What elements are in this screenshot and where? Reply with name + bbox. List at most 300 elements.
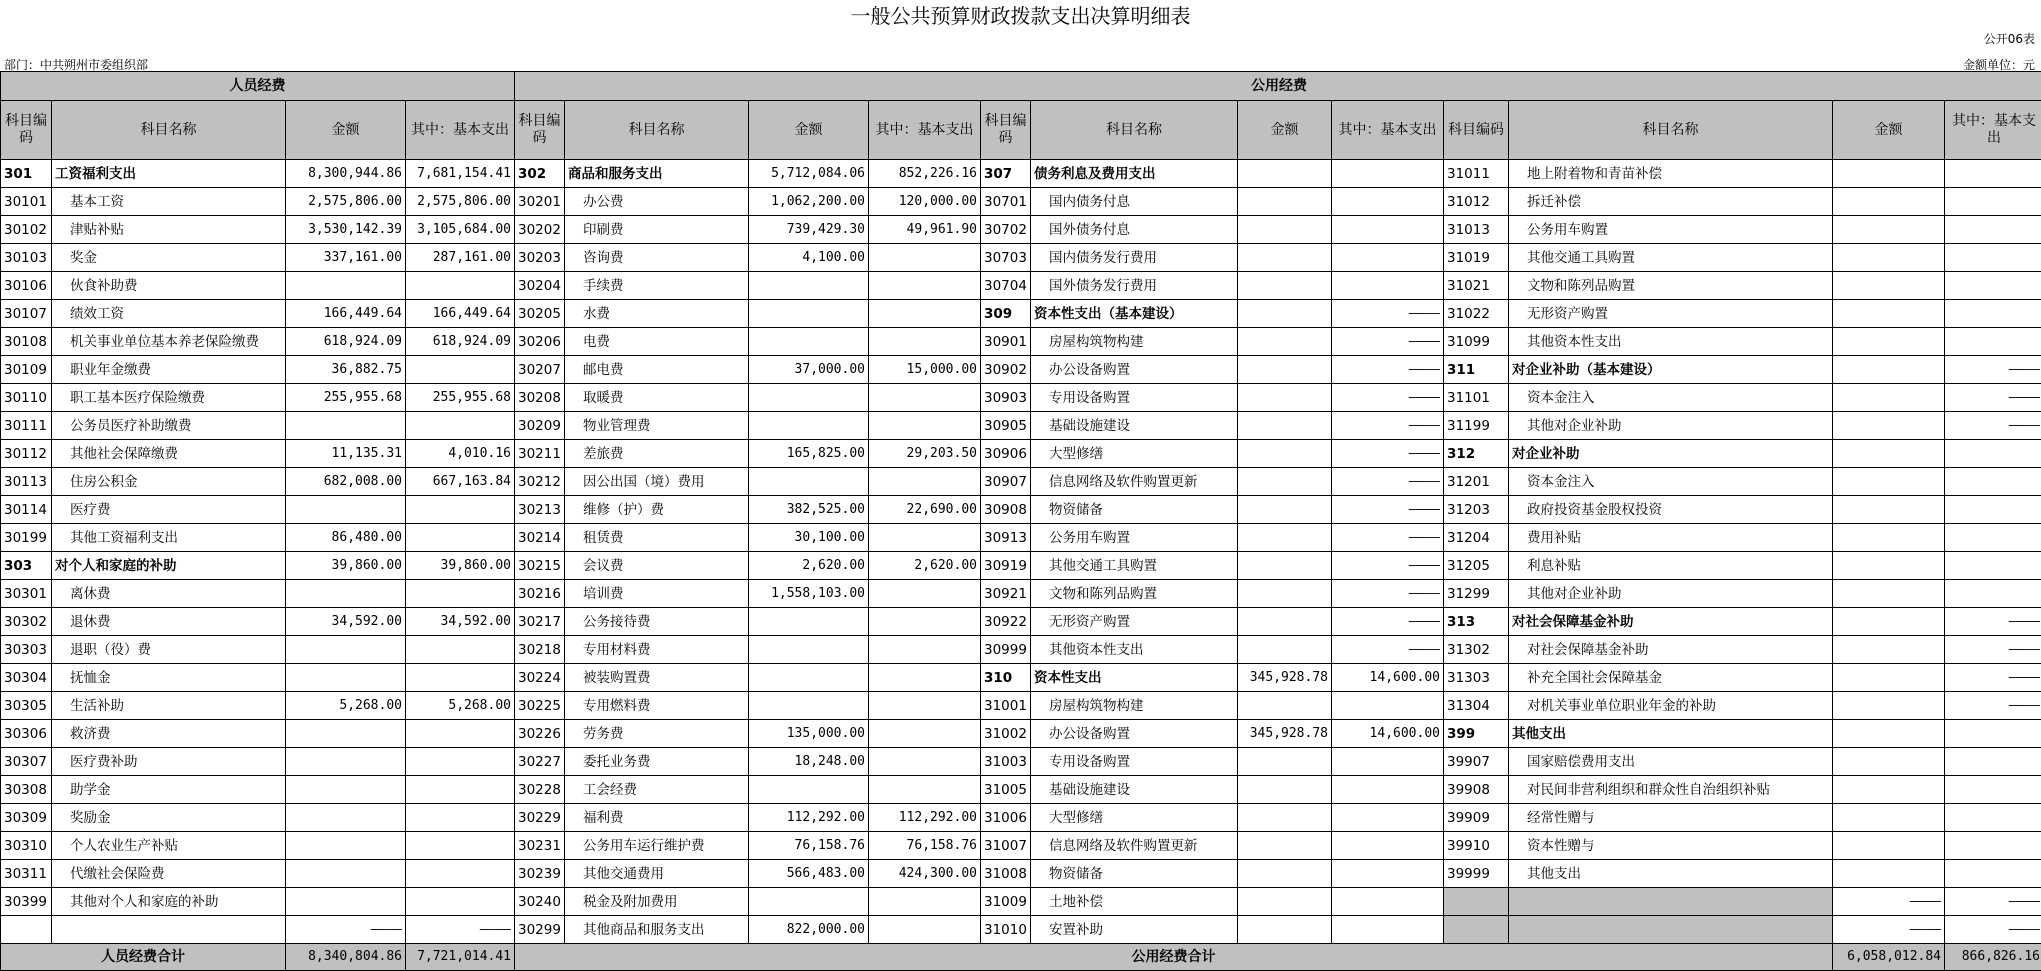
subject-code: 30217 (515, 608, 565, 636)
personnel-total-amount: 8,340,804.86 (286, 944, 406, 971)
subject-code: 30204 (515, 272, 565, 300)
subject-name: 公务用车运行维护费 (565, 832, 749, 860)
subject-name: 利息补贴 (1509, 552, 1833, 580)
amount-cell: 345,928.78 (1238, 720, 1332, 748)
basic-amount-cell (406, 272, 515, 300)
subject-code: 31005 (981, 776, 1031, 804)
subject-code: 31101 (1444, 384, 1509, 412)
basic-amount-cell (406, 580, 515, 608)
subject-code: 31021 (1444, 272, 1509, 300)
basic-amount-cell (406, 664, 515, 692)
subject-name: 国家赔偿费用支出 (1509, 748, 1833, 776)
table-row (1, 608, 2041, 636)
amount-cell (1238, 888, 1332, 916)
amount-cell (1833, 468, 1945, 496)
subject-code: 31011 (1444, 160, 1509, 188)
subject-code: 30399 (1, 888, 52, 916)
subject-name: 租赁费 (565, 524, 749, 552)
subject-name: 其他资本性支出 (1031, 636, 1238, 664)
basic-amount-cell (406, 524, 515, 552)
table-row (1, 384, 2041, 412)
subject-name: 办公设备购置 (1031, 356, 1238, 384)
amount-cell (749, 412, 869, 440)
basic-amount-cell (869, 412, 981, 440)
unit-label: 金额单位：元 (1963, 56, 2035, 73)
basic-amount-cell (869, 300, 981, 328)
subject-name: 其他对企业补助 (1509, 580, 1833, 608)
basic-amount-cell: 29,203.50 (869, 440, 981, 468)
subject-code: 30303 (1, 636, 52, 664)
subject-code (1444, 916, 1509, 944)
table-row (1, 888, 2041, 916)
table-row (1, 188, 2041, 216)
table-row (1, 440, 2041, 468)
amount-cell (1238, 328, 1332, 356)
basic-amount-cell (869, 580, 981, 608)
subject-name: 助学金 (52, 776, 286, 804)
basic-amount-cell (1945, 860, 2041, 888)
group-header-row (1, 72, 2041, 101)
basic-amount-cell (1945, 804, 2041, 832)
subject-name: 个人农业生产补贴 (52, 832, 286, 860)
table-row (1, 356, 2041, 384)
basic-amount-cell (1945, 468, 2041, 496)
group-personnel: 人员经费 (1, 72, 515, 101)
amount-cell (1833, 524, 1945, 552)
basic-amount-cell: ———— (1945, 692, 2041, 720)
amount-cell (749, 636, 869, 664)
subject-name: 职工基本医疗保险缴费 (52, 384, 286, 412)
amount-cell (1833, 300, 1945, 328)
subject-code: 30308 (1, 776, 52, 804)
subject-name: 取暖费 (565, 384, 749, 412)
subject-name: 差旅费 (565, 440, 749, 468)
amount-cell (1238, 440, 1332, 468)
amount-cell (1238, 188, 1332, 216)
subject-name: 国内债务付息 (1031, 188, 1238, 216)
basic-amount-cell (869, 888, 981, 916)
basic-amount-cell (869, 272, 981, 300)
subject-code: 313 (1444, 608, 1509, 636)
amount-cell (749, 384, 869, 412)
subject-code: 39907 (1444, 748, 1509, 776)
subject-name: 住房公积金 (52, 468, 286, 496)
subject-name: 债务利息及费用支出 (1031, 160, 1238, 188)
subject-code: 30231 (515, 832, 565, 860)
subject-name: 工资福利支出 (52, 160, 286, 188)
subject-name: 工会经费 (565, 776, 749, 804)
subject-name: 代缴社会保险费 (52, 860, 286, 888)
subject-code (1444, 888, 1509, 916)
subject-code: 30208 (515, 384, 565, 412)
subject-name: 对个人和家庭的补助 (52, 552, 286, 580)
subject-name: 无形资产购置 (1031, 608, 1238, 636)
subject-name: 费用补贴 (1509, 524, 1833, 552)
basic-amount-cell: 2,575,806.00 (406, 188, 515, 216)
amount-cell: 682,008.00 (286, 468, 406, 496)
department-label: 部门：中共朔州市委组织部 (4, 56, 148, 73)
subject-code: 30107 (1, 300, 52, 328)
amount-cell (1238, 244, 1332, 272)
amount-cell (749, 664, 869, 692)
subject-name: 房屋构筑物构建 (1031, 692, 1238, 720)
subject-code: 30301 (1, 580, 52, 608)
subject-code: 30228 (515, 776, 565, 804)
subject-code: 30108 (1, 328, 52, 356)
basic-amount-cell: 7,681,154.41 (406, 160, 515, 188)
subject-code: 39910 (1444, 832, 1509, 860)
amount-cell: 4,100.00 (749, 244, 869, 272)
subject-name: 培训费 (565, 580, 749, 608)
subject-code: 31012 (1444, 188, 1509, 216)
amount-cell (1238, 804, 1332, 832)
basic-amount-cell (1945, 272, 2041, 300)
subject-code: 30305 (1, 692, 52, 720)
basic-amount-cell: ———— (1332, 384, 1444, 412)
basic-amount-cell: 34,592.00 (406, 608, 515, 636)
subject-code: 30202 (515, 216, 565, 244)
subject-name: 专用设备购置 (1031, 748, 1238, 776)
subject-code: 30921 (981, 580, 1031, 608)
subject-code: 39909 (1444, 804, 1509, 832)
subject-name: 资本性支出 (1031, 664, 1238, 692)
amount-cell: 345,928.78 (1238, 664, 1332, 692)
basic-amount-cell (1945, 300, 2041, 328)
col-name: 科目名称 (1031, 101, 1238, 160)
amount-cell (1833, 748, 1945, 776)
subject-code: 399 (1444, 720, 1509, 748)
amount-cell: 135,000.00 (749, 720, 869, 748)
amount-cell (1833, 664, 1945, 692)
page-title: 一般公共预算财政拨款支出决算明细表 (0, 2, 2041, 30)
subject-name: 地上附着物和青苗补偿 (1509, 160, 1833, 188)
subject-code: 30229 (515, 804, 565, 832)
basic-amount-cell (406, 412, 515, 440)
basic-amount-cell (1332, 748, 1444, 776)
amount-cell: 36,882.75 (286, 356, 406, 384)
personnel-total-label: 人员经费合计 (1, 944, 286, 971)
subject-name: 国内债务发行费用 (1031, 244, 1238, 272)
subject-code: 30207 (515, 356, 565, 384)
subject-code: 30903 (981, 384, 1031, 412)
amount-cell: 566,483.00 (749, 860, 869, 888)
subject-code: 30310 (1, 832, 52, 860)
amount-cell: 1,558,103.00 (749, 580, 869, 608)
basic-amount-cell: ———— (1332, 412, 1444, 440)
amount-cell (749, 468, 869, 496)
subject-name: 公务用车购置 (1031, 524, 1238, 552)
amount-cell: 166,449.64 (286, 300, 406, 328)
subject-code: 30905 (981, 412, 1031, 440)
subject-name: 劳务费 (565, 720, 749, 748)
public-total-label: 公用经费合计 (515, 944, 1833, 971)
amount-cell (1833, 692, 1945, 720)
subject-name: 对机关事业单位职业年金的补助 (1509, 692, 1833, 720)
subject-code: 30307 (1, 748, 52, 776)
amount-cell (1833, 720, 1945, 748)
subject-name: 会议费 (565, 552, 749, 580)
basic-amount-cell (1945, 552, 2041, 580)
subject-code: 30213 (515, 496, 565, 524)
subject-code: 31009 (981, 888, 1031, 916)
subject-name: 其他资本性支出 (1509, 328, 1833, 356)
subject-name: 职业年金缴费 (52, 356, 286, 384)
amount-cell: 618,924.09 (286, 328, 406, 356)
basic-amount-cell: 852,226.16 (869, 160, 981, 188)
table-row (1, 692, 2041, 720)
group-public: 公用经费 (515, 72, 2041, 101)
amount-cell (286, 664, 406, 692)
amount-cell (1833, 776, 1945, 804)
subject-code: 30112 (1, 440, 52, 468)
amount-cell (1833, 496, 1945, 524)
col-basic: 其中：基本支出 (1945, 101, 2041, 160)
basic-amount-cell: ———— (1332, 608, 1444, 636)
basic-amount-cell: ———— (1332, 580, 1444, 608)
basic-amount-cell: 14,600.00 (1332, 720, 1444, 748)
basic-amount-cell (869, 608, 981, 636)
amount-cell: 255,955.68 (286, 384, 406, 412)
subject-name: 国外债务发行费用 (1031, 272, 1238, 300)
basic-amount-cell (869, 692, 981, 720)
subject-name: 对社会保障基金补助 (1509, 636, 1833, 664)
amount-cell (286, 888, 406, 916)
subject-code: 30240 (515, 888, 565, 916)
subject-code: 31303 (1444, 664, 1509, 692)
subject-name: 离休费 (52, 580, 286, 608)
subject-code: 309 (981, 300, 1031, 328)
table-row (1, 272, 2041, 300)
basic-amount-cell (406, 804, 515, 832)
subject-name: 其他对个人和家庭的补助 (52, 888, 286, 916)
amount-cell (1238, 272, 1332, 300)
public-total-basic: 866,826.16 (1945, 944, 2041, 971)
amount-cell (1833, 384, 1945, 412)
amount-cell (1238, 692, 1332, 720)
amount-cell (286, 832, 406, 860)
amount-cell (1238, 356, 1332, 384)
amount-cell (286, 748, 406, 776)
subject-code: 30226 (515, 720, 565, 748)
basic-amount-cell (1945, 496, 2041, 524)
amount-cell (286, 496, 406, 524)
subject-code: 31010 (981, 916, 1031, 944)
basic-amount-cell: ———— (1945, 356, 2041, 384)
subject-name: 拆迁补偿 (1509, 188, 1833, 216)
subject-name: 其他交通工具购置 (1031, 552, 1238, 580)
subject-name: 资本性支出（基本建设） (1031, 300, 1238, 328)
subject-name: 文物和陈列品购置 (1509, 272, 1833, 300)
subject-code: 30704 (981, 272, 1031, 300)
basic-amount-cell: 424,300.00 (869, 860, 981, 888)
amount-cell (1833, 832, 1945, 860)
subject-name: 手续费 (565, 272, 749, 300)
subject-code: 30103 (1, 244, 52, 272)
basic-amount-cell: ———— (1945, 384, 2041, 412)
amount-cell: 11,135.31 (286, 440, 406, 468)
table-row (1, 720, 2041, 748)
amount-cell: 34,592.00 (286, 608, 406, 636)
subject-name: 物资储备 (1031, 860, 1238, 888)
subject-code: 30101 (1, 188, 52, 216)
basic-amount-cell: ———— (1332, 552, 1444, 580)
subject-name: 水费 (565, 300, 749, 328)
table-row (1, 244, 2041, 272)
basic-amount-cell (869, 468, 981, 496)
basic-amount-cell (1945, 832, 2041, 860)
basic-amount-cell: ———— (1945, 412, 2041, 440)
amount-cell: 37,000.00 (749, 356, 869, 384)
subject-code: 30999 (981, 636, 1031, 664)
table-row (1, 160, 2041, 188)
subject-name: 公务用车购置 (1509, 216, 1833, 244)
table-row (1, 748, 2041, 776)
subject-name: 信息网络及软件购置更新 (1031, 832, 1238, 860)
subject-name: 印刷费 (565, 216, 749, 244)
subject-name: 无形资产购置 (1509, 300, 1833, 328)
basic-amount-cell (1945, 244, 2041, 272)
subject-name: 资本金注入 (1509, 384, 1833, 412)
subject-name: 对社会保障基金补助 (1509, 608, 1833, 636)
amount-cell: ———— (1833, 916, 1945, 944)
amount-cell (1238, 496, 1332, 524)
basic-amount-cell: 49,961.90 (869, 216, 981, 244)
subject-name: 救济费 (52, 720, 286, 748)
subject-name: 医疗费 (52, 496, 286, 524)
basic-amount-cell: 4,010.16 (406, 440, 515, 468)
subject-code: 30907 (981, 468, 1031, 496)
subject-name: 文物和陈列品购置 (1031, 580, 1238, 608)
basic-amount-cell: ———— (1332, 636, 1444, 664)
basic-amount-cell (869, 720, 981, 748)
amount-cell (1238, 468, 1332, 496)
subject-code: 31006 (981, 804, 1031, 832)
amount-cell (749, 776, 869, 804)
table-row (1, 216, 2041, 244)
subject-code: 30205 (515, 300, 565, 328)
basic-amount-cell (1332, 776, 1444, 804)
subject-code: 30299 (515, 916, 565, 944)
amount-cell (1833, 328, 1945, 356)
subject-name: 物业管理费 (565, 412, 749, 440)
basic-amount-cell (1945, 720, 2041, 748)
subject-code: 30224 (515, 664, 565, 692)
amount-cell: 30,100.00 (749, 524, 869, 552)
amount-cell (1833, 552, 1945, 580)
basic-amount-cell: 618,924.09 (406, 328, 515, 356)
basic-amount-cell: ———— (1945, 916, 2041, 944)
subject-code: 30302 (1, 608, 52, 636)
subject-name: 物资储备 (1031, 496, 1238, 524)
amount-cell (749, 272, 869, 300)
amount-cell: 86,480.00 (286, 524, 406, 552)
subject-name: 奖金 (52, 244, 286, 272)
basic-amount-cell (406, 496, 515, 524)
col-basic: 其中：基本支出 (406, 101, 515, 160)
table-row (1, 860, 2041, 888)
basic-amount-cell: ———— (406, 916, 515, 944)
amount-cell: 18,248.00 (749, 748, 869, 776)
table-number: 公开06表 (1984, 30, 2035, 47)
total-row (1, 944, 2041, 971)
basic-amount-cell (1332, 804, 1444, 832)
basic-amount-cell (869, 748, 981, 776)
col-amount: 金额 (1833, 101, 1945, 160)
subject-code: 30919 (981, 552, 1031, 580)
col-code: 科目编码 (1, 101, 52, 160)
col-name: 科目名称 (52, 101, 286, 160)
basic-amount-cell (1945, 188, 2041, 216)
subject-code: 31019 (1444, 244, 1509, 272)
subject-code: 30701 (981, 188, 1031, 216)
amount-cell (1833, 188, 1945, 216)
basic-amount-cell (406, 720, 515, 748)
subject-name: 其他支出 (1509, 720, 1833, 748)
amount-cell (1833, 216, 1945, 244)
basic-amount-cell (1945, 328, 2041, 356)
basic-amount-cell (869, 664, 981, 692)
subject-name: 专用材料费 (565, 636, 749, 664)
subject-name: 伙食补助费 (52, 272, 286, 300)
amount-cell (749, 608, 869, 636)
amount-cell (1238, 552, 1332, 580)
subject-code: 30311 (1, 860, 52, 888)
basic-amount-cell (1945, 580, 2041, 608)
subject-name (1509, 916, 1833, 944)
basic-amount-cell (1332, 832, 1444, 860)
basic-amount-cell (406, 636, 515, 664)
basic-amount-cell: ———— (1945, 636, 2041, 664)
subject-code: 31003 (981, 748, 1031, 776)
table-row (1, 832, 2041, 860)
amount-cell (1833, 244, 1945, 272)
basic-amount-cell (869, 916, 981, 944)
col-amount: 金额 (749, 101, 869, 160)
amount-cell (1833, 636, 1945, 664)
basic-amount-cell (1332, 272, 1444, 300)
amount-cell (1833, 608, 1945, 636)
subject-name: 其他商品和服务支出 (565, 916, 749, 944)
subject-code: 310 (981, 664, 1031, 692)
basic-amount-cell: 22,690.00 (869, 496, 981, 524)
col-amount: 金额 (286, 101, 406, 160)
basic-amount-cell (1332, 244, 1444, 272)
table-row (1, 328, 2041, 356)
amount-cell (286, 580, 406, 608)
subject-code: 31304 (1444, 692, 1509, 720)
basic-amount-cell (869, 384, 981, 412)
subject-code: 301 (1, 160, 52, 188)
subject-code: 39999 (1444, 860, 1509, 888)
subject-name: 福利费 (565, 804, 749, 832)
table-row (1, 412, 2041, 440)
basic-amount-cell: ———— (1332, 300, 1444, 328)
subject-name (1509, 888, 1833, 916)
subject-code: 31001 (981, 692, 1031, 720)
amount-cell (286, 636, 406, 664)
amount-cell (1833, 412, 1945, 440)
subject-name: 安置补助 (1031, 916, 1238, 944)
amount-cell (1238, 832, 1332, 860)
amount-cell (1833, 580, 1945, 608)
subject-code: 31302 (1444, 636, 1509, 664)
amount-cell: 5,712,084.06 (749, 160, 869, 188)
amount-cell (1238, 160, 1332, 188)
amount-cell (1238, 580, 1332, 608)
subject-code: 30114 (1, 496, 52, 524)
basic-amount-cell (1332, 160, 1444, 188)
basic-amount-cell (406, 356, 515, 384)
